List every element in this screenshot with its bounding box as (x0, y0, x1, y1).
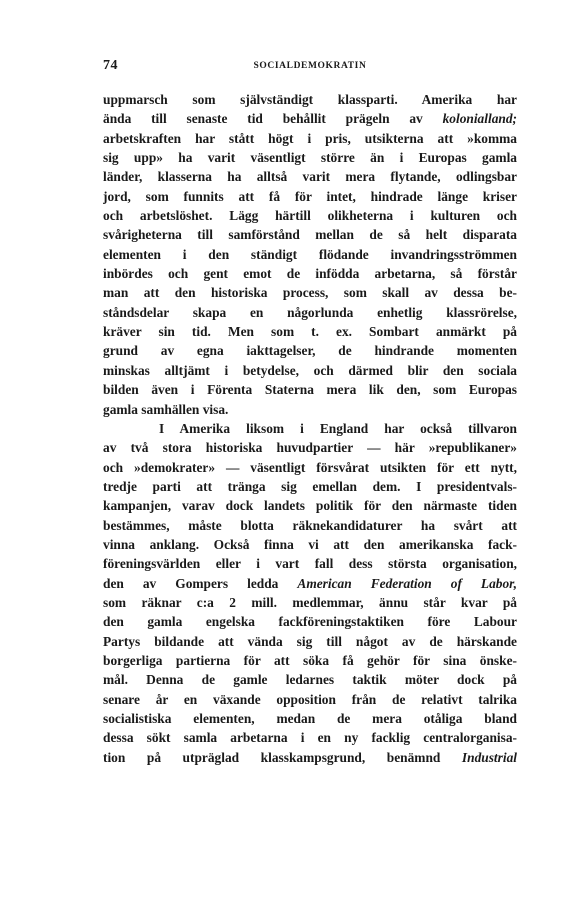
text-line (103, 496, 517, 515)
text-line (103, 554, 517, 573)
page-header (103, 58, 517, 76)
text-line-content: grund av egna iakttagelser, de hindrande momenten (103, 343, 517, 359)
text-line-content: och arbetslöshet. Lägg härtill olikheterna i kulturen och (103, 208, 517, 224)
text-line (103, 245, 517, 264)
page-number: 74 (103, 58, 118, 73)
running-head: SOCIALDEMOKRATIN (253, 61, 367, 71)
text-line-content: inbördes och gent emot de infödda arbetarna, så förstår (103, 266, 517, 282)
text-line (103, 516, 517, 535)
text-line-content: den gamla engelska fackföreningstaktiken före Labour (103, 614, 517, 630)
italic-phrase: American Federation of Labor, (297, 575, 517, 591)
text-line-content: sig upp» ha varit väsentligt större än i Europas gamla (103, 150, 517, 166)
text-line-content: Partys bildande att vända sig till något av de härskande (103, 633, 517, 649)
text-line-content: uppmarsch som självständigt klassparti. Amerika har (103, 92, 517, 107)
text-line (103, 477, 517, 496)
text-line-content: svårigheterna till samförstånd mellan de så helt disparata (103, 227, 517, 243)
text-line-content: ståndsdelar skapa en någorlunda enhetlig klassrörelse, (103, 304, 517, 320)
text-line (103, 438, 517, 457)
text-line (103, 109, 517, 128)
text-line-content: arbetskraften har stått högt i pris, utsikterna att »komma (103, 130, 517, 146)
text-line (103, 167, 517, 186)
text-line (103, 670, 517, 689)
text-line (103, 690, 517, 709)
text-line (103, 458, 517, 477)
text-line (103, 90, 517, 109)
text-line-content: av två stora historiska huvudpartier — här »republikaner» (103, 440, 517, 456)
text-line (103, 709, 517, 728)
text-line (103, 400, 517, 419)
italic-phrase: Industrial (461, 749, 517, 765)
text-line-content: den av Gompers ledda (103, 575, 298, 591)
text-line-content: bilden även i Förenta Staterna mera lik den, som Europas (103, 382, 517, 398)
italic-phrase: kolonialland; (442, 111, 517, 127)
text-line (103, 593, 517, 612)
text-line-content: socialistiska elementen, medan de mera otåliga bland (103, 711, 517, 726)
text-line (103, 574, 517, 593)
text-line-content: jord, som funnits att få för intet, hindrade länge kriser (103, 188, 517, 204)
text-line (103, 341, 517, 360)
text-line (103, 187, 517, 206)
body-text (103, 90, 517, 767)
text-line (103, 612, 517, 631)
text-line-content: gamla samhällen visa. (103, 401, 229, 417)
text-line (103, 206, 517, 225)
text-line-content: man att den historiska process, som skall av dessa be- (103, 285, 517, 301)
text-line-content: länder, klasserna ha alltså varit mera flytande, odlingsbar (103, 169, 517, 185)
text-line (103, 303, 517, 322)
text-line-content: kampanjen, varav dock landets politik för den närmaste tiden (103, 498, 517, 514)
text-line (103, 283, 517, 302)
text-line-content: föreningsvärlden eller i vart fall dess största organisation, (103, 556, 517, 572)
text-line (103, 361, 517, 380)
text-line-content: tredje parti att tränga sig emellan dem. I presidentvals- (103, 478, 517, 494)
text-line-content: elementen i den ständigt flödande invandringsströmmen (103, 246, 517, 262)
text-line-content: kräver sin tid. Men som t. ex. Sombart anmärkt på (103, 324, 517, 340)
text-line-content: tion på utpräglad klasskampsgrund, benämnd (103, 749, 462, 765)
text-line (103, 632, 517, 651)
text-line-content: mål. Denna de gamle ledarnes taktik möter dock på (103, 672, 517, 688)
text-line (103, 322, 517, 341)
text-line-content: och »demokrater» — väsentligt försvårat utsikten för ett nytt, (103, 459, 517, 475)
text-line (103, 651, 517, 670)
text-line (103, 129, 517, 148)
text-line (103, 264, 517, 283)
text-line-content: senare år en växande opposition från de relativt talrika (103, 691, 517, 707)
text-line (103, 380, 517, 399)
text-line (103, 419, 517, 438)
text-line-content: I Amerika liksom i England har också tillvaron (159, 420, 517, 436)
text-line (103, 728, 517, 747)
text-line-content: bestämmes, måste blotta räknekandidaturer ha svårt att (103, 517, 517, 533)
text-line-content: ända till senaste tid behållit prägeln av (103, 111, 443, 127)
text-line-content: som räknar c:a 2 mill. medlemmar, ännu står kvar på (103, 594, 517, 610)
text-line-content: vinna anklang. Också finna vi att den amerikanska fack- (103, 536, 517, 552)
text-line (103, 748, 517, 767)
text-line-content: minskas alltjämt i betydelse, och därmed blir den sociala (103, 362, 517, 378)
text-line (103, 535, 517, 554)
text-line (103, 225, 517, 244)
text-line (103, 148, 517, 167)
text-line-content: dessa sökt samla arbetarna i en ny facklig centralorganisa- (103, 730, 517, 746)
text-line-content: borgerliga partierna för att söka få gehör för sina önske- (103, 652, 517, 668)
